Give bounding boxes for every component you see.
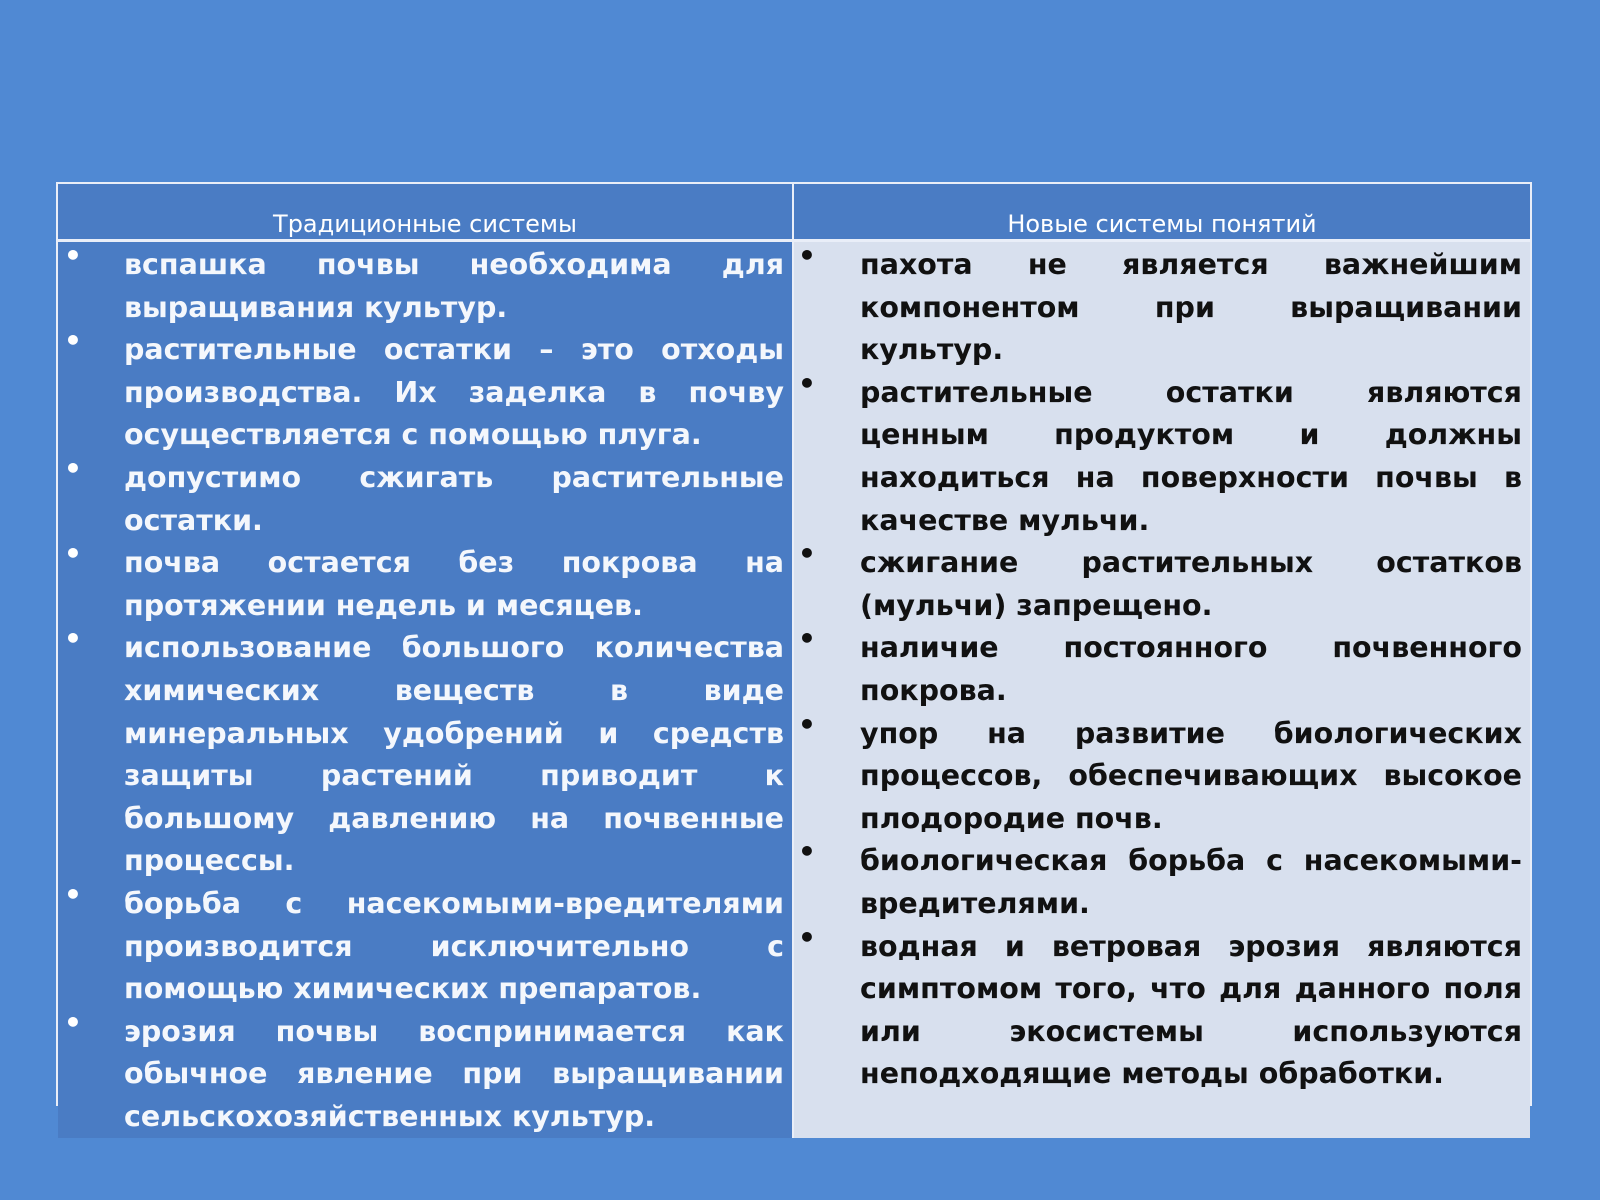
bullet-icon: • — [798, 366, 816, 400]
comparison-table — [56, 182, 1532, 1133]
traditional-systems-column — [58, 239, 794, 1138]
new-systems-list — [794, 239, 1530, 1096]
header-traditional-systems: Традиционные системы — [58, 184, 794, 242]
bullet-icon: • — [64, 239, 82, 272]
bullet-icon: • — [64, 451, 82, 485]
new-systems-column — [794, 239, 1530, 1138]
bullet-icon: • — [64, 1005, 82, 1039]
list-item: • водная и ветровая эрозия являются симптомом того, что для данного поля или экосистемы используются неподходящие методы обработки. — [794, 926, 1530, 1096]
list-item: • пахота не является важнейшим компонентом при выращивании культур. — [794, 244, 1530, 372]
list-item: • допустимо сжигать растительные остатки. — [58, 457, 792, 542]
list-item: • сжигание растительных остатков (мульчи) запрещено. — [794, 542, 1530, 627]
header-new-systems: Новые системы понятий — [794, 184, 1530, 242]
bullet-icon: • — [64, 324, 82, 358]
list-item: • вспашка почвы необходима для выращивания культур. — [58, 244, 792, 329]
list-item: • растительные остатки – это отходы производства. Их заделка в почву осуществляется с помощью плуга. — [58, 329, 792, 457]
bullet-icon: • — [64, 877, 82, 911]
bullet-icon: • — [798, 239, 816, 272]
bullet-icon: • — [798, 622, 816, 656]
list-item: • наличие постоянного почвенного покрова. — [794, 627, 1530, 712]
list-item: • растительные остатки являются ценным продуктом и должны находиться на поверхности почвы в качестве мульчи. — [794, 372, 1530, 542]
bullet-icon: • — [798, 707, 816, 741]
bullet-icon: • — [798, 835, 816, 869]
bullet-icon: • — [64, 622, 82, 656]
list-item: • эрозия почвы воспринимается как обычное явление при выращивании сельскохозяйственных культур. — [58, 1011, 792, 1139]
list-item: • борьба с насекомыми-вредителями производится исключительно с помощью химических препаратов. — [58, 883, 792, 1011]
list-item: • биологическая борьба с насекомыми-вредителями. — [794, 840, 1530, 925]
bullet-icon: • — [64, 537, 82, 571]
list-item: • почва остается без покрова на протяжении недель и месяцев. — [58, 542, 792, 627]
traditional-systems-list — [58, 239, 792, 1138]
list-item: • упор на развитие биологических процессов, обеспечивающих высокое плодородие почв. — [794, 713, 1530, 841]
bullet-icon: • — [798, 537, 816, 571]
list-item: • использование большого количества химических веществ в виде минеральных удобрений и средств защиты растений приводит к большому давлению на почвенные процессы. — [58, 627, 792, 883]
bullet-icon: • — [798, 920, 816, 954]
